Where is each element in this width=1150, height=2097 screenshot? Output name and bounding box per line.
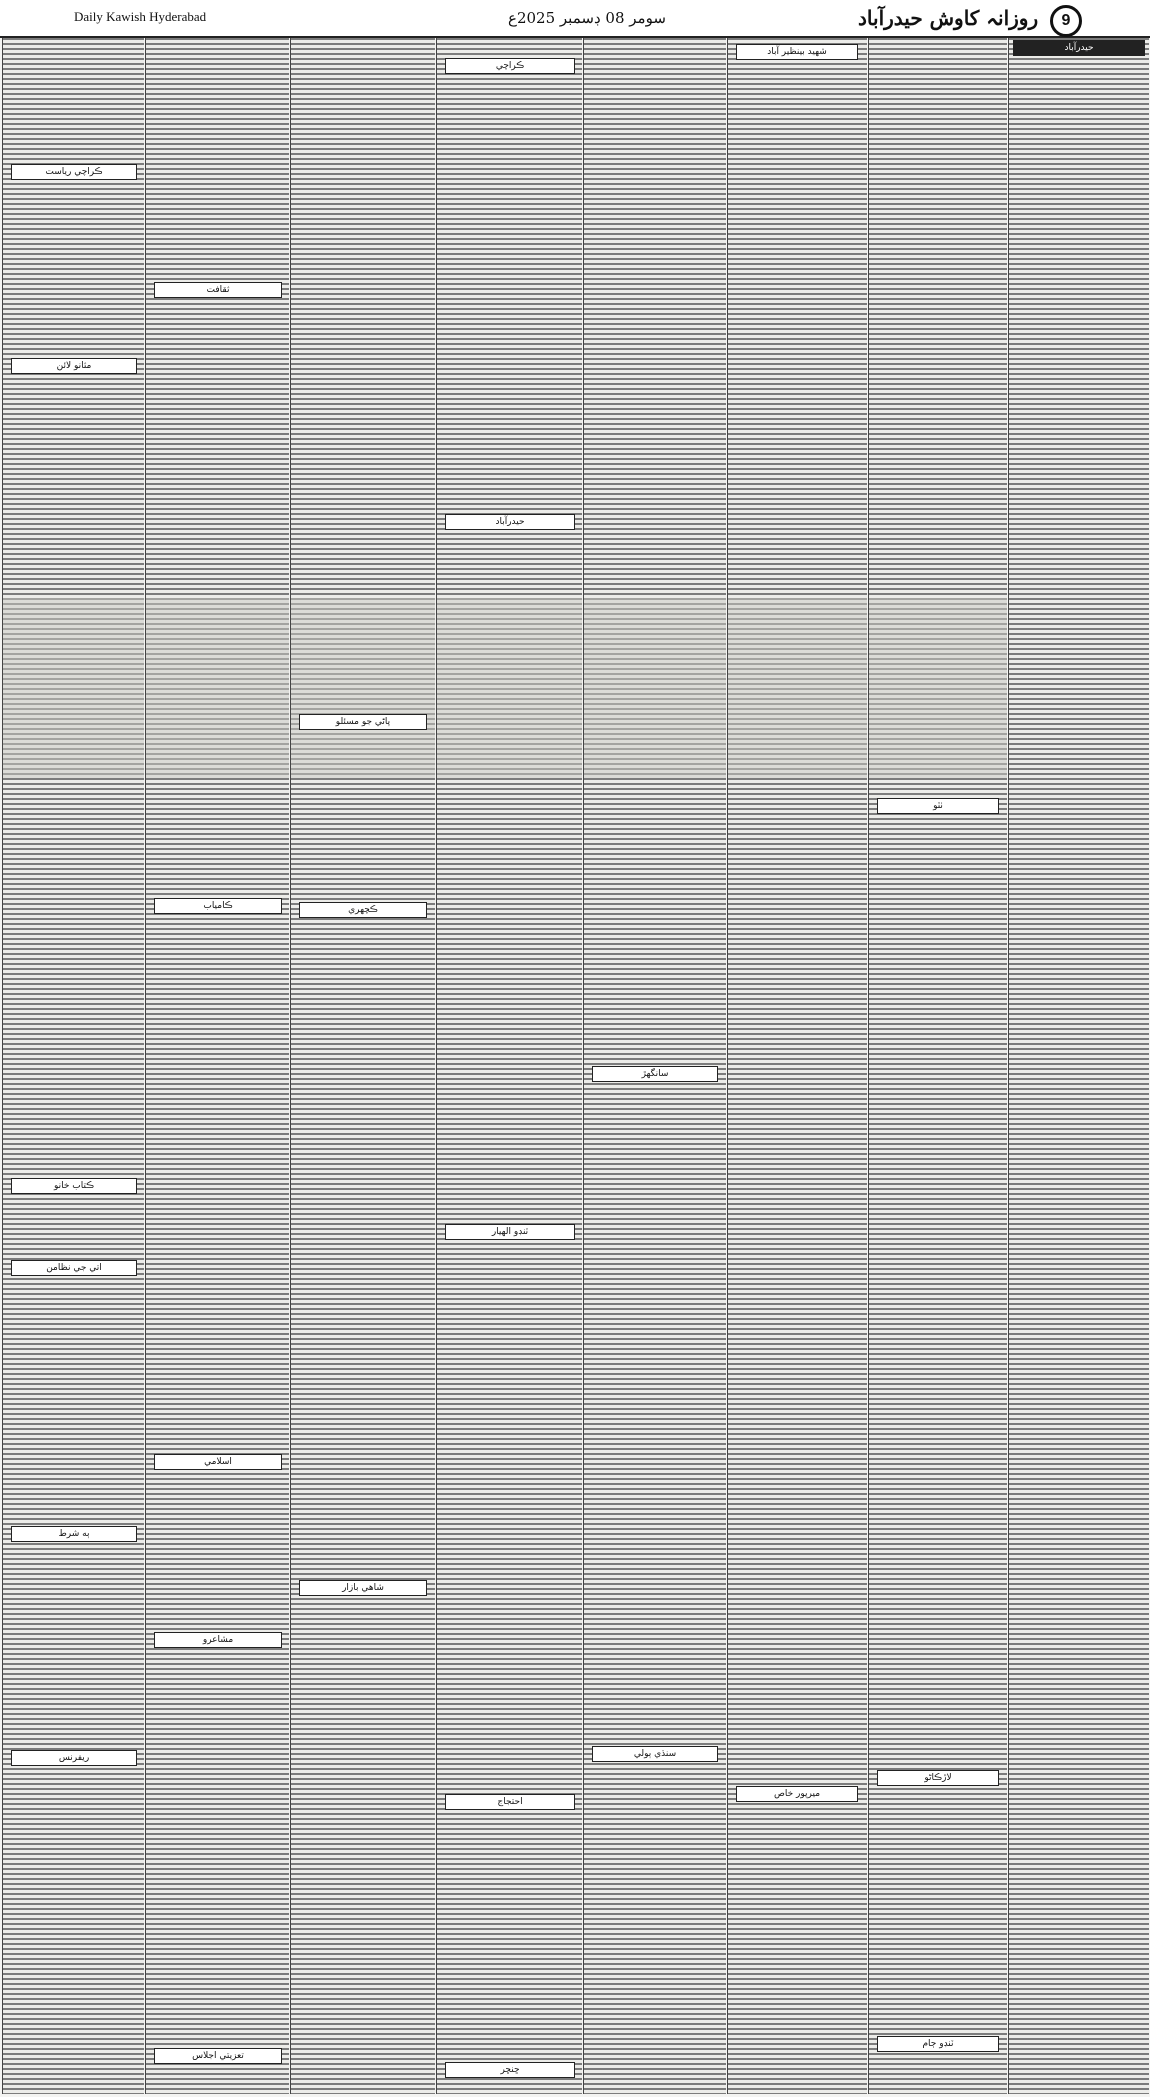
section-heading: پاڻي جو مسئلو (299, 714, 427, 730)
column-6 (727, 38, 867, 2094)
section-heading: شهيد بينظير آباد (736, 44, 858, 60)
section-heading: ڇنڇر (445, 2062, 575, 2078)
column-4 (436, 38, 582, 2094)
section-heading: سنڌي ٻولي (592, 1746, 718, 1762)
section-heading: ڪچهري (299, 902, 427, 918)
section-heading: ثقافت (154, 282, 282, 298)
image-area (437, 598, 582, 778)
image-area (869, 598, 1007, 778)
section-heading: اسلامي (154, 1454, 282, 1470)
image-area (291, 598, 435, 778)
column-2 (145, 38, 289, 2094)
section-heading: مثانو لائن (11, 358, 137, 374)
section-heading: سانگهڙ (592, 1066, 718, 1082)
section-heading: ڪراچي (445, 58, 575, 74)
section-heading: لاڙڪاڻو (877, 1770, 999, 1786)
page-number: 9 (1050, 5, 1082, 37)
masthead-date: سومر 08 ڊسمبر 2025ع (508, 9, 666, 27)
image-area (728, 598, 867, 778)
section-heading: تعزيتي اجلاس (154, 2048, 282, 2064)
section-heading: ٻه شرط (11, 1526, 137, 1542)
section-heading: ٽنڊو ڄام (877, 2036, 999, 2052)
column-text (291, 38, 435, 2094)
section-heading: مشاعرو (154, 1632, 282, 1648)
column-text (437, 38, 582, 2094)
section-heading: شاهي بازار (299, 1580, 427, 1596)
column-text (3, 38, 144, 2094)
section-heading: ريفرنس (11, 1750, 137, 1766)
column-1 (2, 38, 144, 2094)
image-area (146, 598, 289, 778)
section-heading: ڪتاب خانو (11, 1178, 137, 1194)
masthead-english: Daily Kawish Hyderabad (74, 9, 207, 24)
section-heading: ٽنڊو الهيار (445, 1224, 575, 1240)
column-5 (583, 38, 726, 2094)
section-heading: ڪامياب (154, 898, 282, 914)
column-8 (1008, 38, 1149, 2094)
image-area (584, 598, 726, 778)
section-heading: حيدرآباد (445, 514, 575, 530)
image-area (3, 598, 144, 778)
masthead (0, 0, 1150, 38)
column-3 (290, 38, 435, 2094)
column-7 (868, 38, 1007, 2094)
masthead-title: روزانہ کاوش حیدرآباد (858, 6, 1039, 30)
section-heading: ميرپور خاص (736, 1786, 858, 1802)
section-heading: اتي جي نظامن (11, 1260, 137, 1276)
column-text (1009, 38, 1149, 2094)
section-heading: ڪراچي رياست (11, 164, 137, 180)
section-heading: حيدرآباد (1013, 40, 1145, 56)
section-heading: ٺٽو (877, 798, 999, 814)
section-heading: احتجاج (445, 1794, 575, 1810)
column-text (146, 38, 289, 2094)
